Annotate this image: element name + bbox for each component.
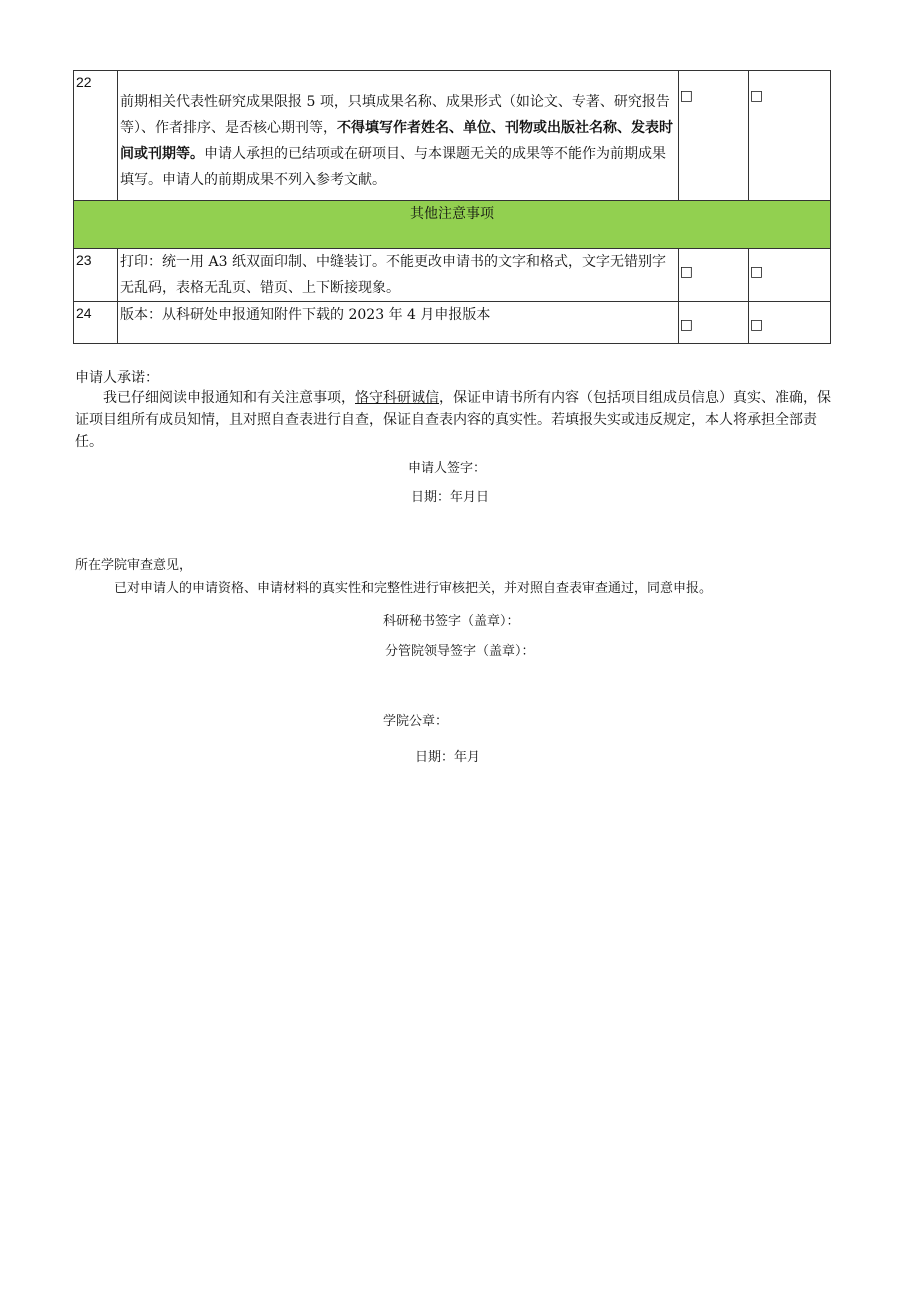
checkbox-b[interactable]: □ bbox=[749, 264, 764, 280]
checkbox-b[interactable]: □ bbox=[749, 317, 764, 333]
checkbox-cell[interactable] bbox=[748, 249, 830, 302]
checkbox-a[interactable]: □ bbox=[679, 317, 694, 333]
checklist-table bbox=[73, 70, 831, 344]
section-title: 其他注意事项 bbox=[74, 201, 831, 249]
commitment-text: ，保证申请书所有内容（包括项目组成员信息）真实、准确，保证项目组所有成员知情，且对照自查表进行自查，保证自查表内容的真实性。若填报失实或违反规定，本人将承担全部责任。 bbox=[75, 390, 831, 450]
checkbox-cell[interactable] bbox=[678, 71, 748, 201]
commitment-title: 申请人承诺： bbox=[75, 370, 159, 386]
row-number: 24 bbox=[74, 302, 118, 344]
section-header-row bbox=[74, 201, 831, 249]
leader-signature-label: 分管院领导签字（盖章）： bbox=[385, 644, 535, 659]
table-row bbox=[74, 249, 831, 302]
college-seal-label: 学院公章： bbox=[383, 714, 449, 729]
row-number: 23 bbox=[74, 249, 118, 302]
secretary-signature-label: 科研秘书签字（盖章）： bbox=[383, 614, 520, 629]
checkbox-cell[interactable] bbox=[678, 249, 748, 302]
row-description: 版本：从科研处申报通知附件下载的 2023 年 4 月申报版本 bbox=[118, 302, 679, 344]
row-text: 申请人承担的已结项或在研项目、与本课题无关的成果等不能作为前期成果填写。申请人的前期成果不列入参考文献。 bbox=[120, 146, 667, 188]
applicant-signature-label: 申请人签字： bbox=[408, 461, 487, 476]
checkbox-a[interactable]: □ bbox=[679, 88, 694, 104]
row-number: 22 bbox=[74, 71, 118, 201]
table-row bbox=[74, 302, 831, 344]
commitment-body bbox=[75, 387, 835, 453]
row-description: 打印：统一用 A3 纸双面印制、中缝装订。不能更改申请书的文字和格式，文字无错别字无乱码，表格无乱页、错页、上下断接现象。 bbox=[118, 249, 679, 302]
checkbox-cell[interactable] bbox=[748, 71, 830, 201]
college-review-title: 所在学院审查意见， bbox=[75, 558, 193, 573]
table-row bbox=[74, 71, 831, 201]
checkbox-b[interactable]: □ bbox=[749, 88, 764, 104]
checkbox-cell[interactable] bbox=[748, 302, 830, 344]
integrity-phrase: 恪守科研诚信 bbox=[355, 390, 439, 406]
commitment-text: 我已仔细阅读申报通知和有关注意事项， bbox=[103, 390, 355, 406]
row-description bbox=[118, 71, 679, 201]
row-text-bold: 不得填写作者姓名、单位、刊物或出版社名称、发表时间或刊期等。 bbox=[120, 120, 674, 162]
applicant-date-label: 日期：年月日 bbox=[411, 490, 490, 505]
college-review-body: 已对申请人的申请资格、申请材料的真实性和完整性进行审核把关，并对照自查表审查通过，同意申报。 bbox=[114, 581, 713, 596]
checkbox-a[interactable]: □ bbox=[679, 264, 694, 280]
checkbox-cell[interactable] bbox=[678, 302, 748, 344]
college-date-label: 日期：年月 bbox=[415, 750, 481, 765]
row-text: 前期相关代表性研究成果限报 5 项，只填成果名称、成果形式（如论文、专著、研究报告等）、作者排序、是否核心期刊等， bbox=[120, 94, 670, 136]
